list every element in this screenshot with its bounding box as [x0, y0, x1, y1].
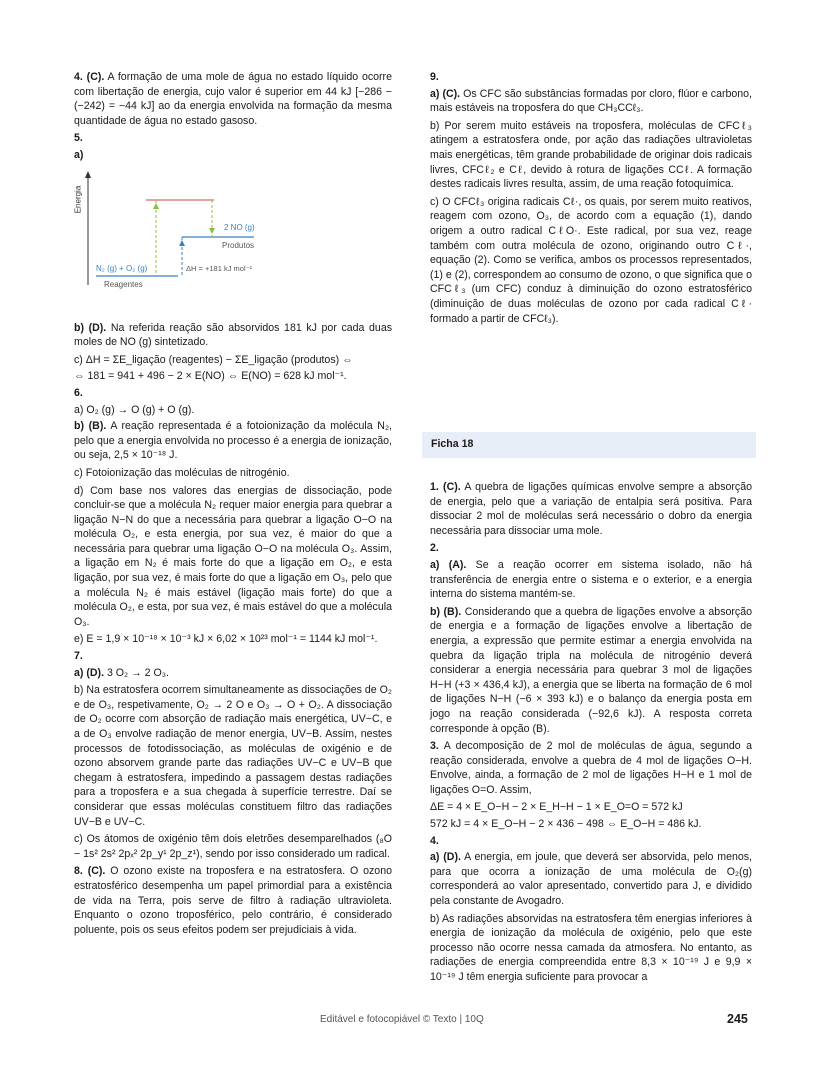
right-column: [430, 70, 752, 329]
ficha18-answer-3-lead: 3.: [430, 740, 439, 753]
ficha18-answer-1-text: A quebra de ligações químicas envolve sempre a absorção de energia, pelo que a variação de entalpia será positiva. Para dissociar 2 mol de moléculas será necessário o dobro da energia necessária para dissociar uma mole.: [430, 481, 752, 537]
answer-9a-lead: a) (C).: [430, 87, 461, 100]
arrow-up-blue: [179, 240, 185, 246]
answer-9a: [430, 87, 752, 116]
answer-6a: a) O₂ (g) → O (g) + O (g).: [74, 403, 195, 416]
reactants-label: Reagentes: [104, 279, 143, 289]
left-column: [74, 70, 392, 940]
answer-9c: c) O CFCℓ₃ origina radicais Cℓ·, os quais, por serem muito reativos, reagem com ozono, O₃, de acordo com a equação (1), dando origem a outro radical CℓO·. Este radical, por sua vez, reage também com outra molécula de ozono, originando outro Cℓ·, equação (2). Como se verifica, ambos os processos representados, (1) e (2), correspondem ao consumo de ozono, o que significa que o CFCℓ₃ (um CFC) conduz à diminuição do ozono estratosférico (diminuição de duas moléculas de ozono por cada radical Cℓ· formado a partir de CFCℓ₃).: [430, 195, 752, 325]
ficha18-answer-3-text: A decomposição de 2 mol de moléculas de água, segundo a reação considerada, envolve a quebra de 4 mol de ligações O−H. Envolve, ainda, a formação de 2 mol de ligações H−H e 1 mol de ligações O=O. Assim,: [430, 740, 752, 796]
answer-7a: [74, 666, 392, 681]
question-5-heading: 5.: [74, 132, 83, 145]
ficha18-answer-2a: [430, 558, 752, 602]
answer-6b-lead: b) (B).: [74, 420, 107, 433]
answer-5c-line1: c) ΔH = ΣE_ligação (reagentes) − ΣE_ligação (produtos) ⇔: [74, 353, 353, 366]
products-formula: 2 NO (g): [224, 222, 255, 232]
section-header-ficha-18: [422, 432, 756, 458]
question-7-heading: 7.: [74, 650, 83, 663]
question-6-heading: 6.: [74, 386, 83, 399]
ficha18-question-2-heading: 2.: [430, 542, 439, 555]
answer-7b: b) Na estratosfera ocorrem simultaneamente as dissociações de O₂ e de O₃, respetivamente, O₂ → 2 O e O₃ → O + O₂. A dissociação de O₂ ocorre com absorção de radiação mais energética, UV−C, e a de O₃ envolve radiação de menor energia, UV−B. Assim, nestes processos de fotodissociação, as moléculas de oxigénio e de ozono absorvem grande parte das radiações UV−C e UV−B que chegam à estratosfera, impedindo a passagem destas radiações para a troposfera e a sua chegada à superfície terrestre. Daí se considerar que essas moléculas constituem filtro das radiações UV−B e UV−C.: [74, 684, 392, 828]
ficha18-answer-2b-text: Considerando que a quebra de ligações envolve a absorção de energia e a formação de ligações envolve a libertação de energia, a expressão que permite estimar a energia envolvida na quebra da ligação tripla na molécula de nitrogénio deverá considerar a energia necessária para quebrar 3 mol de ligações H−H (+3 × 436,4 kJ), a energia que se liberta na formação de 6 mol de ligações N−H (−6 × 393 kJ) e o balanço da energia posta em jogo na reação considerada (−92,6 kJ). A resposta correta corresponde à opção (B).: [430, 605, 752, 735]
right-column-ficha18: [430, 480, 752, 988]
answer-4-lead: 4. (C).: [74, 71, 105, 83]
delta-h-label: ΔH = +181 kJ mol⁻¹: [186, 263, 253, 273]
section-title: Ficha 18: [431, 438, 474, 450]
ficha18-question-4-heading: 4.: [430, 834, 439, 847]
arrow-up-green: [153, 203, 159, 209]
answer-9b: b) Por serem muito estáveis na troposfera, moléculas de CFCℓ₃ atingem a estratosfera onde, por ação das radiações ultravioletas mais energéticas, têm grande probabilidade de originar dois radicais livres, CFCℓ₂ e Cℓ, devido à rotura de ligações CCℓ. A formação destes radicais livres resulta, assim, de uma reação fotoquímica.: [430, 119, 752, 191]
question-5a-heading: a): [74, 148, 84, 161]
y-axis-label: Energia: [73, 185, 83, 213]
footer-copyright: Editável e fotocopiável © Texto | 10Q: [320, 1014, 484, 1025]
answer-6e: e) E = 1,9 × 10⁻¹⁸ × 10⁻³ kJ × 6,02 × 10²³ mol⁻¹ = 1144 kJ mol⁻¹.: [74, 633, 378, 646]
answer-6c: c) Fotoionização das moléculas de nitrogénio.: [74, 466, 290, 479]
y-axis-arrow: [85, 171, 91, 178]
ficha18-answer-3-eq2: 572 kJ = 4 × E_O−H − 2 × 436 − 498 ⇔ E_O−H = 486 kJ.: [430, 818, 702, 831]
answer-5b: [74, 321, 392, 350]
ficha18-answer-4b: b) As radiações absorvidas na estratosfera têm energias inferiores à energia de ionização da molécula de oxigénio, pelo que este processo não ocorre nessa camada da atmosfera. No entanto, as radiações de energia compreendida entre 8,3 × 10⁻¹⁹ J e 9,9 × 10⁻¹⁹ J têm energia suficiente para provocar a: [430, 912, 752, 983]
answer-5b-text: Na referida reação são absorvidos 181 kJ por cada duas moles de NO (g) sintetizado.: [74, 321, 393, 349]
ficha18-answer-4a-text: A energia, em joule, que deverá ser absorvida, pelo menos, para que ocorra a ionização de uma molécula de O₂(g) corresponderá ao valor apresentado, convertido para J, e dividido pela constante de Avogadro.: [430, 851, 752, 908]
arrow-down-green: [209, 228, 215, 234]
answer-5c-line2: ⇔ 181 = 941 + 496 − 2 × E(NO) ⇔ E(NO) = 628 kJ mol⁻¹.: [74, 370, 347, 383]
answer-8: [74, 864, 392, 937]
answer-8-text: O ozono existe na troposfera e na estratosfera. O ozono estratosférico desempenha um papel primordial para a existência de vida na Terra, pois serve de filtro à radiação ultravioleta. Enquanto o ozono troposférico, pelo contrário, é considerado poluente, pois os seus efeitos podem ser prejudiciais à vida.: [74, 865, 392, 936]
answer-6b-text: A reação representada é a fotoionização da molécula N₂, pelo que a energia envolvida no processo é a energia de ionização, ou seja, 2,5 × 10⁻¹⁸ J.: [74, 420, 393, 462]
ficha18-answer-3-eq1: ΔE = 4 × E_O−H − 2 × E_H−H − 1 × E_O=O = 572 kJ: [430, 801, 683, 814]
ficha18-answer-2a-text: Se a reação ocorrer em sistema isolado, não há transferência de energia entre o sistema e o exterior, e a energia interna do sistema mantém-se.: [430, 558, 752, 601]
page-number: 245: [727, 1012, 748, 1026]
answer-6d: d) Com base nos valores das energias de dissociação, pode concluir-se que a molécula N₂ requer maior energia para quebrar a ligação N−N do que a necessária para quebrar a ligação O−O na molécula O₂, e esta energia, por sua vez, é maior do que a necessária para quebrar uma ligação O−O na molécula O₃. Assim, a ligação em N₂ é mais forte do que a ligação em O₂, e esta ligação, por sua vez, é mais forte do que a ligação em O₃, pelo que a molécula N₂ é mais estável (ligação mais forte) do que a molécula O₂, e esta, por sua vez, é mais estável do que a molécula O₃.: [74, 484, 392, 628]
answer-7a-lead: a) (D).: [74, 666, 105, 679]
answer-6b: [74, 419, 392, 463]
ficha18-answer-2a-lead: a) (A).: [430, 558, 467, 571]
ficha18-answer-3: [430, 739, 752, 797]
answer-9a-text: Os CFC são substâncias formadas por cloro, flúor e carbono, mais estáveis na troposfera do que CH₃CCℓ₃.: [430, 87, 753, 115]
ficha18-answer-2b: [430, 605, 752, 736]
question-9-heading: 9.: [430, 71, 439, 83]
ficha18-answer-2b-lead: b) (B).: [430, 605, 462, 618]
answer-7a-text: 3 O₂ → 2 O₃.: [104, 666, 169, 679]
answer-8-lead: 8. (C).: [74, 865, 106, 878]
ficha18-answer-4a: [430, 850, 752, 908]
answer-5b-lead: b) (D).: [74, 321, 107, 334]
ficha18-answer-4a-lead: a) (D).: [430, 851, 461, 864]
products-label: Produtos: [222, 240, 255, 250]
energy-diagram: [73, 165, 274, 289]
answer-7c: c) Os átomos de oxigénio têm dois eletrões desemparelhados (₈O − 1s² 2s² 2pₓ² 2p_y¹ 2p_z¹), sendo por isso considerado um radical.: [74, 833, 392, 860]
reactants-formula: N₂ (g) + O₂ (g): [96, 263, 148, 273]
answer-4-text: A formação de uma mole de água no estado líquido ocorre com libertação de energia, cujo valor é superior em 44 kJ [−286 − (−242) = −44 kJ] ao da energia envolvida na formação da mesma quantidade de água no estado gasoso.: [74, 71, 392, 127]
ficha18-answer-1: [430, 480, 752, 538]
answer-4: [74, 70, 392, 128]
ficha18-answer-1-lead: 1. (C).: [430, 481, 461, 493]
